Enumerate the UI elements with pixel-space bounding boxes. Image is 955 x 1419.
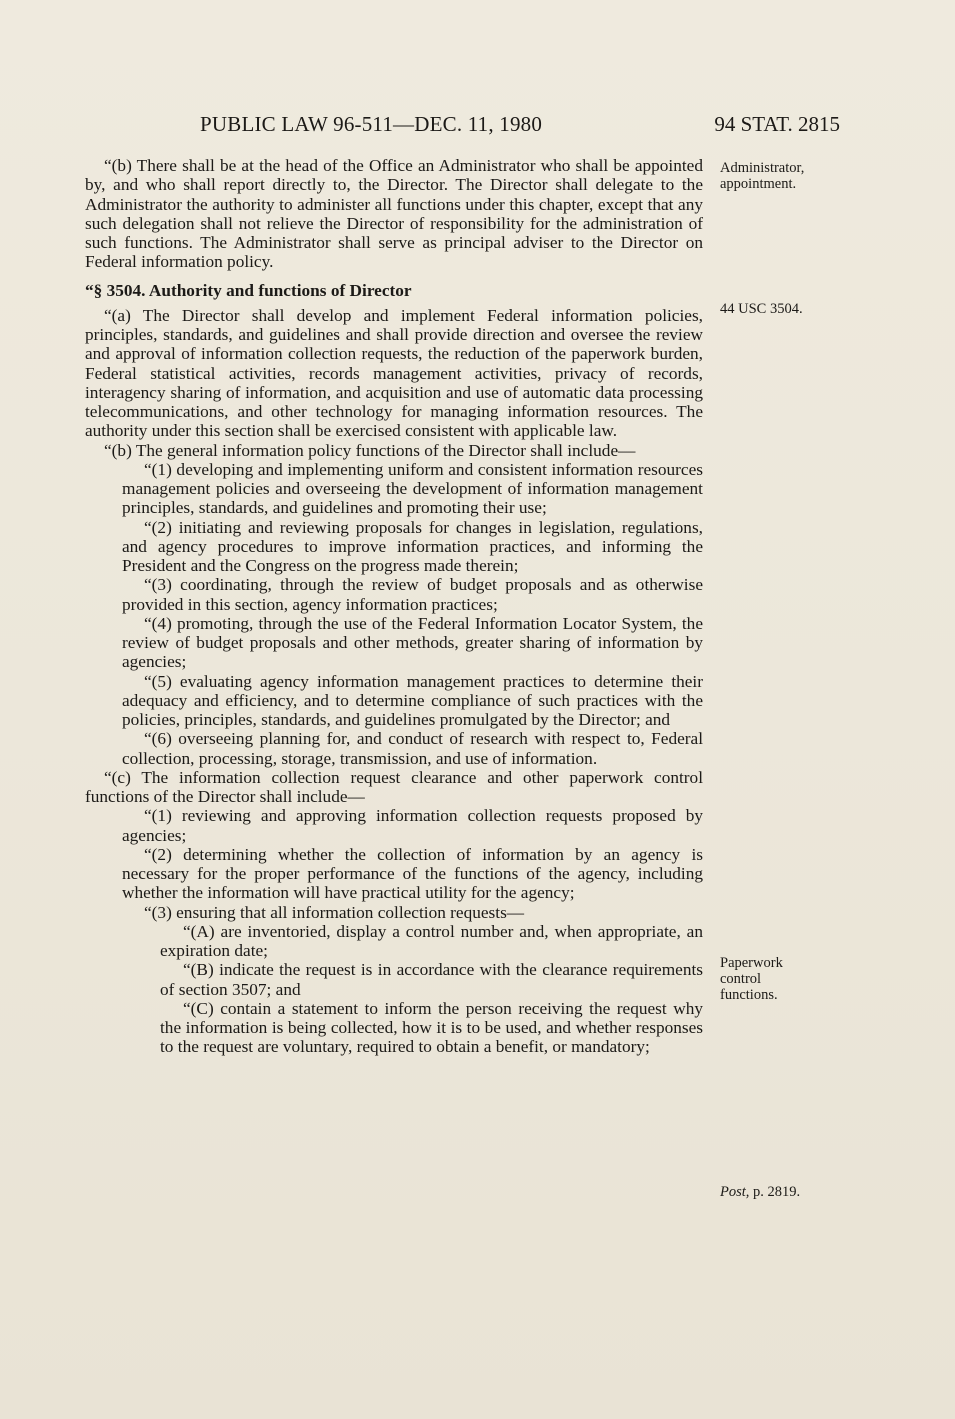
margin-note-usc: 44 USC 3504. <box>720 301 803 317</box>
b-item-6: “(6) overseeing planning for, and conduct of research with respect to, Federal collection, processing, storage, transmission, and use of information. <box>122 729 703 768</box>
header-public-law: PUBLIC LAW 96-511—DEC. 11, 1980 <box>200 112 543 136</box>
margin-note-administrator: Administrator, appointment. <box>720 160 805 192</box>
paragraph-b: “(b) The general information policy functions of the Director shall include— <box>104 440 636 460</box>
section-heading: “§ 3504. Authority and functions of Director <box>85 280 412 300</box>
c-item-2: “(2) determining whether the collection of information by an agency is necessary for the proper performance of the functions of the agency, including whether the information will have practical utility for the agency; <box>122 844 703 903</box>
paragraph-a: “(a) The Director shall develop and implement Federal information policies, principles, standards, and guidelines and shall provide direction and oversee the review and approval of information collection requests, the reduction of the paperwork burden, Federal statistical activities, records management activities, privacy of records, interagency sharing of information, and acquisition and use of automatic data processing telecommunications, and other technology for managing information resources. The authority under this section shall be exercised consistent with applicable law. <box>85 305 703 441</box>
b-item-5: “(5) evaluating agency information management practices to determine their adequacy and efficiency, and to determine compliance of such practices with the policies, principles, standards, and guidelines promulgated by the Director; and <box>122 671 703 729</box>
c-item-3: “(3) ensuring that all information collection requests— <box>144 902 525 922</box>
margin-note-paperwork: Paperwork control functions. <box>720 955 783 1003</box>
c3-subitem-c: “(C) contain a statement to inform the person receiving the request why the information is being collected, how it is to be used, and whether responses to the request are voluntary, required to obtain a benefit, or mandatory; <box>160 998 703 1057</box>
c3-subitem-b: “(B) indicate the request is in accordance with the clearance requirements of section 3507; and <box>160 960 703 999</box>
page-header <box>200 112 840 142</box>
margin-note-post: Post, p. 2819. <box>720 1184 801 1200</box>
b-item-1: “(1) developing and implementing uniform and consistent information resources management policies and overseeing the development of information management principles, standards, and guidelines and promoting their use; <box>122 459 703 518</box>
b-item-4: “(4) promoting, through the use of the Federal Information Locator System, the review of budget proposals and other methods, greater sharing of information by agencies; <box>122 613 703 672</box>
paragraph-c: “(c) The information collection request clearance and other paperwork control functions of the Director shall include— <box>85 767 703 806</box>
body-text <box>85 156 703 1057</box>
c-item-1: “(1) reviewing and approving information collection requests proposed by agencies; <box>122 806 703 845</box>
paragraph-b-administrator: “(b) There shall be at the head of the Office an Administrator who shall be appointed by, and who shall report directly to, the Director. The Director shall delegate to the Administrator the authority to administer all functions under this chapter, except that any such delegation shall not relieve the Director of responsibility for the administration of such functions. The Administrator shall serve as principal adviser to the Director on Federal information policy. <box>85 156 703 272</box>
c3-subitem-a: “(A) are inventoried, display a control number and, when appropriate, an expiration date; <box>160 921 703 960</box>
b-item-2: “(2) initiating and reviewing proposals for changes in legislation, regulations, and agency procedures to improve information practices, and informing the President and the Congress on the progress made therein; <box>122 517 703 575</box>
b-item-3: “(3) coordinating, through the review of budget proposals and as otherwise provided in this section, agency information practices; <box>122 575 703 614</box>
header-stat-page: 94 STAT. 2815 <box>714 112 840 136</box>
